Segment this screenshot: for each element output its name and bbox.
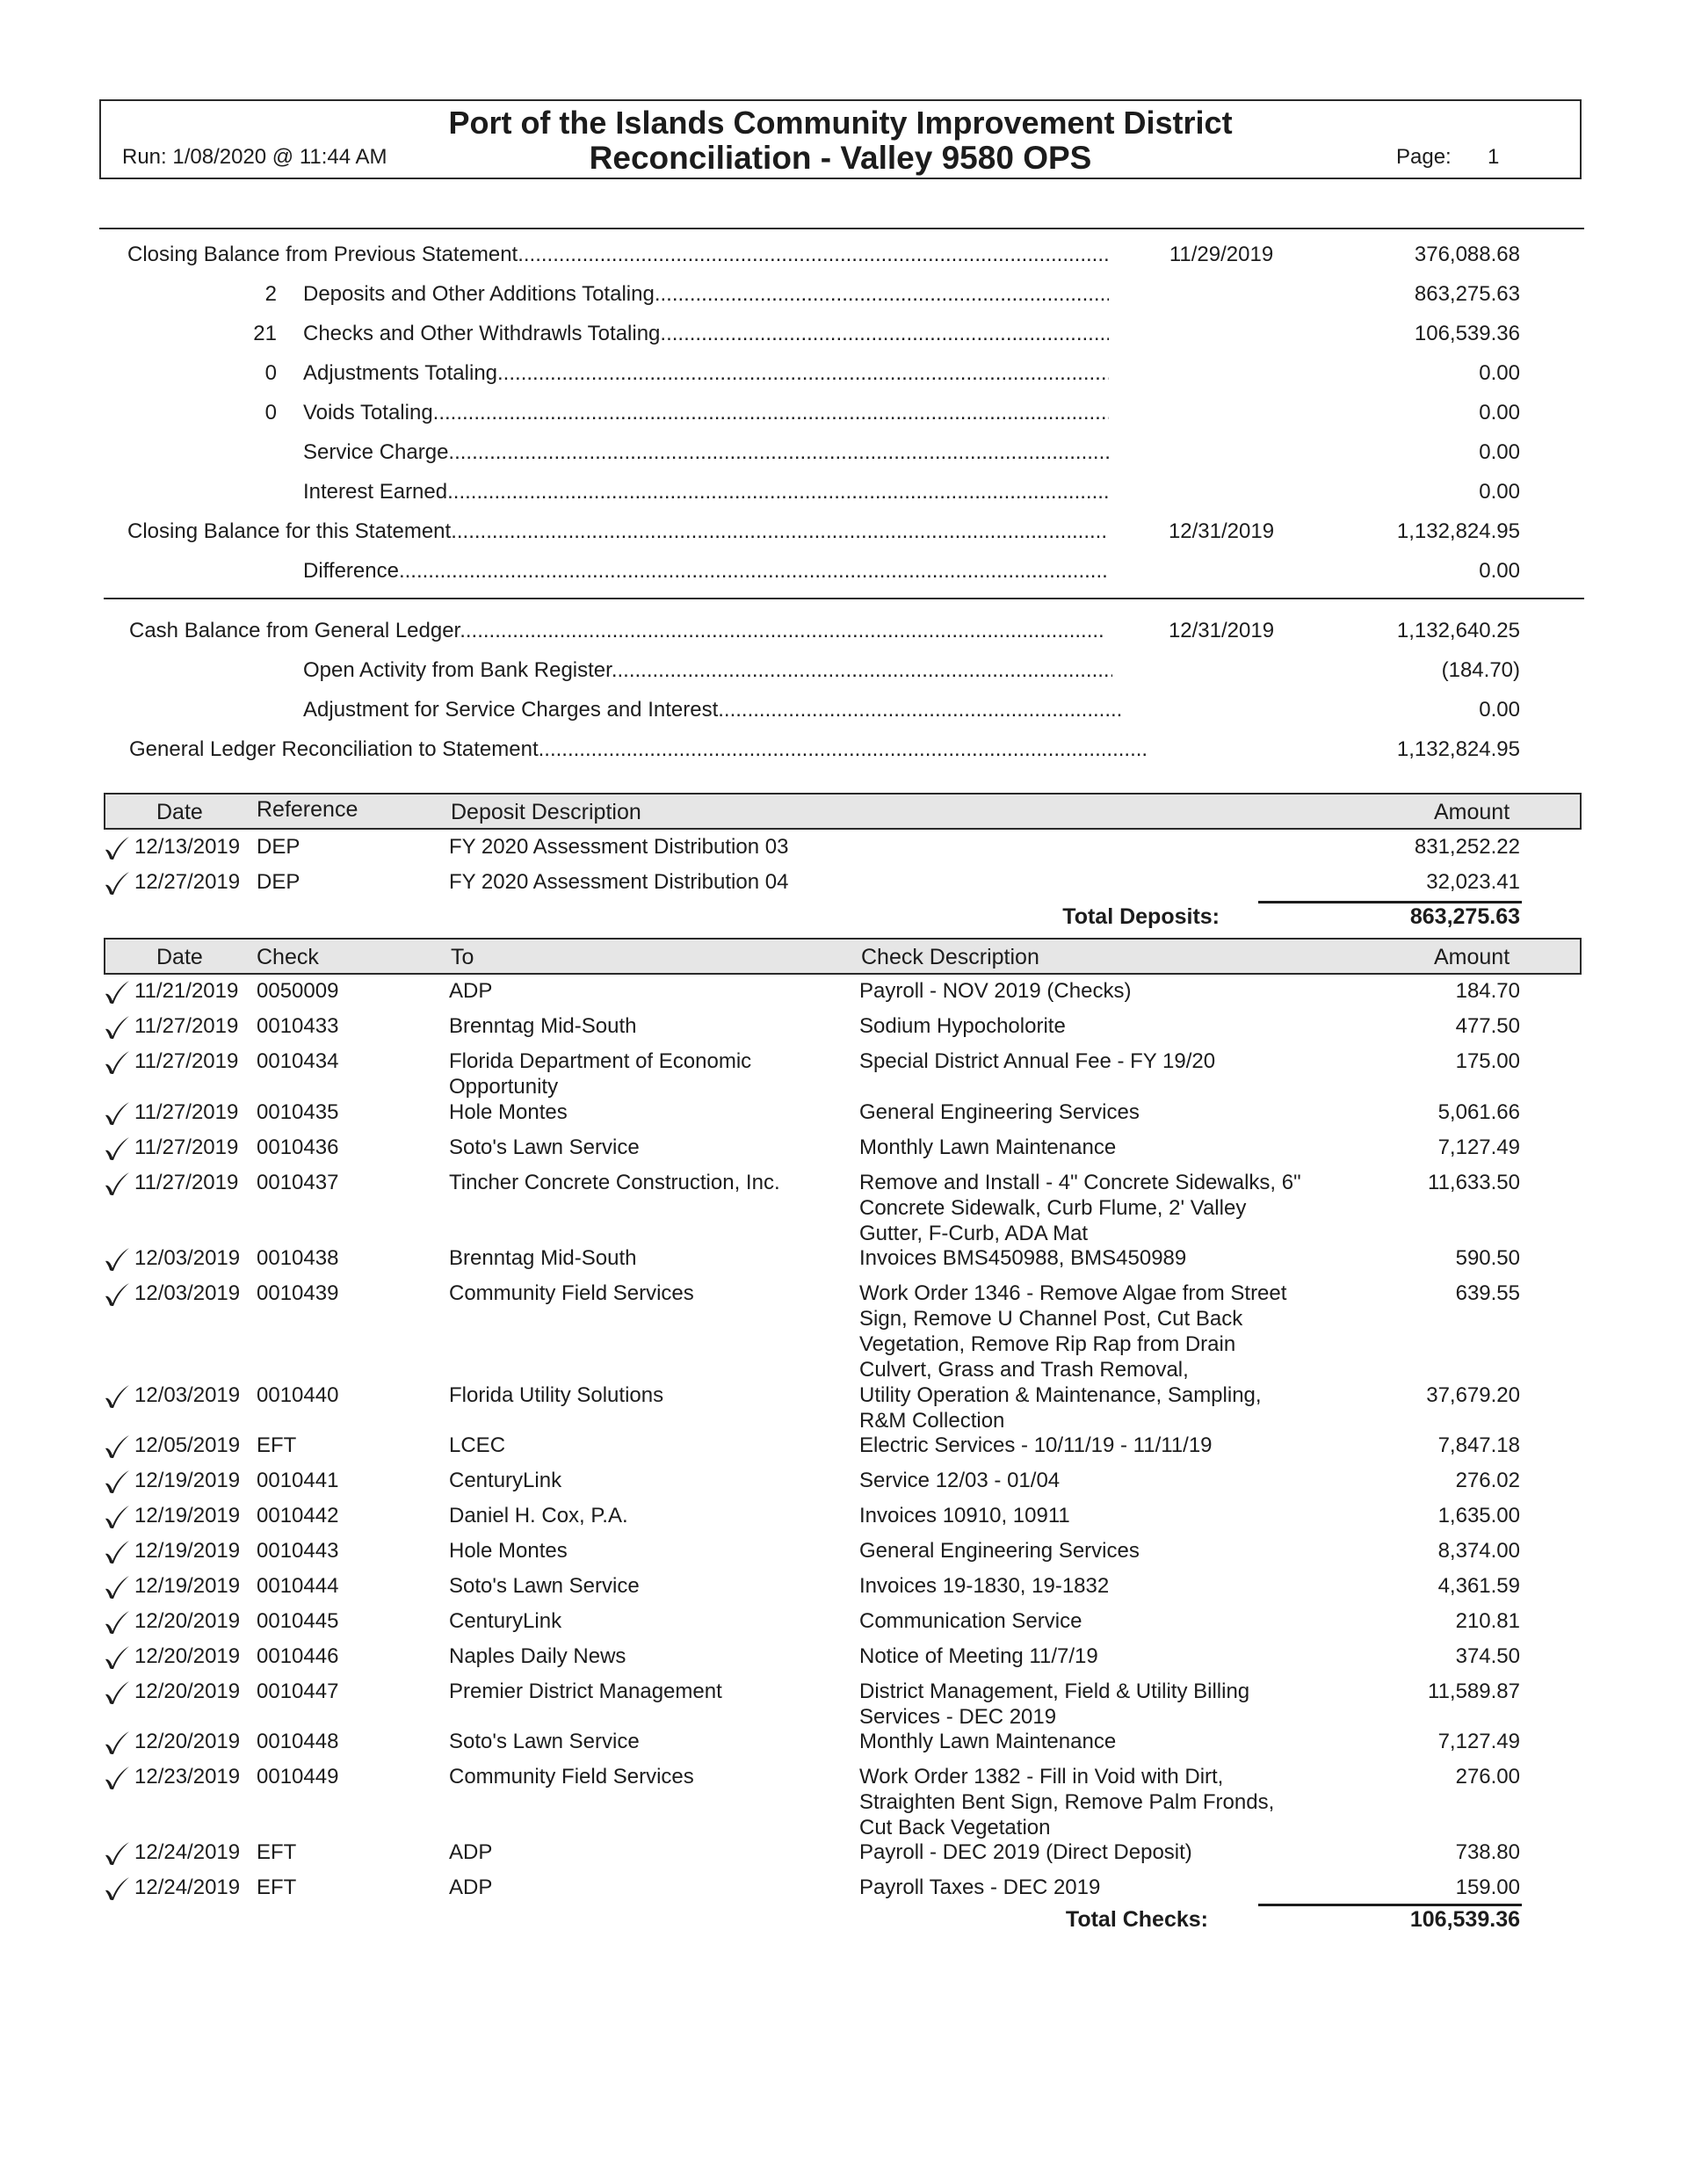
check-number: 0010440: [257, 1383, 339, 1407]
divider: [99, 228, 1584, 229]
summary-amount: 0.00: [1479, 440, 1520, 464]
check-amount: 210.81: [1455, 1609, 1520, 1633]
check-description: Work Order 1346 - Remove Algae from Street Sign, Remove U Channel Post, Cut Back Vegetation, Remove Rip Rap from Drain Culvert, Grass and Trash Removal,: [859, 1281, 1287, 1382]
divider: [104, 598, 1584, 599]
checkmark-icon: [104, 1731, 130, 1755]
check-date: 11/27/2019: [134, 1014, 239, 1038]
check-date: 11/27/2019: [134, 1136, 239, 1159]
checkmark-icon: [104, 836, 130, 860]
column-header-deposit-description: Deposit Description: [451, 800, 641, 824]
check-payee: Soto's Lawn Service: [449, 1136, 640, 1159]
check-amount: 8,374.00: [1437, 1539, 1520, 1563]
check-payee: Florida Department of Economic Opportunity: [449, 1049, 752, 1099]
check-description: Sodium Hypocholorite: [859, 1014, 1066, 1038]
check-number: 0010436: [257, 1136, 339, 1159]
checkmark-icon: [104, 1015, 130, 1040]
check-payee: Hole Montes: [449, 1100, 568, 1124]
check-number: 0010445: [257, 1609, 339, 1633]
ledger-row: [0, 737, 1687, 769]
check-amount: 590.50: [1455, 1246, 1520, 1270]
check-description: Notice of Meeting 11/7/19: [859, 1644, 1098, 1668]
checkmark-icon: [104, 1876, 130, 1901]
check-date: 12/19/2019: [134, 1469, 241, 1492]
deposit-amount: 831,252.22: [1414, 835, 1520, 859]
report-subtitle: Reconciliation - Valley 9580 OPS: [589, 140, 1092, 176]
check-date: 11/27/2019: [134, 1171, 239, 1194]
check-payee: Florida Utility Solutions: [449, 1383, 664, 1407]
check-number: 0010439: [257, 1281, 339, 1305]
check-description: Work Order 1382 - Fill in Void with Dirt, Straighten Bent Sign, Remove Palm Fronds, Cut Back Vegetation: [859, 1765, 1275, 1839]
check-number: 0010437: [257, 1171, 339, 1194]
check-number: 0010448: [257, 1730, 339, 1753]
check-number: 0010447: [257, 1680, 339, 1703]
check-date: 12/20/2019: [134, 1609, 241, 1633]
summary-label: Service Charge .....: [303, 440, 1109, 465]
summary-date: 12/31/2019: [1168, 519, 1275, 543]
checkmark-icon: [104, 980, 130, 1005]
page-label: Page:: [1396, 145, 1452, 169]
checkmark-icon: [104, 1610, 130, 1635]
check-date: 12/24/2019: [134, 1840, 241, 1864]
check-date: 12/03/2019: [134, 1383, 241, 1407]
check-description: Special District Annual Fee - FY 19/20: [859, 1049, 1216, 1073]
total-underline: [1258, 1904, 1522, 1906]
summary-row: [0, 282, 1687, 314]
checkmark-icon: [104, 1505, 130, 1529]
check-description: Monthly Lawn Maintenance: [859, 1136, 1117, 1159]
ledger-label: Open Activity from Bank Register .....: [303, 658, 1112, 683]
check-description: Invoices 19-1830, 19-1832: [859, 1574, 1110, 1598]
check-payee: Tincher Concrete Construction, Inc.: [449, 1171, 780, 1194]
check-amount: 276.00: [1455, 1765, 1520, 1789]
check-payee: Soto's Lawn Service: [449, 1730, 640, 1753]
check-description: Payroll - NOV 2019 (Checks): [859, 979, 1132, 1003]
check-number: 0010435: [257, 1100, 339, 1124]
summary-amount: 376,088.68: [1414, 243, 1520, 266]
summary-amount: 0.00: [1479, 361, 1520, 385]
check-amount: 7,127.49: [1437, 1136, 1520, 1159]
check-number: 0010449: [257, 1765, 339, 1789]
check-description: Payroll Taxes - DEC 2019: [859, 1876, 1101, 1899]
column-header-date: Date: [156, 800, 203, 824]
column-header-amount: Amount: [1434, 800, 1510, 824]
total-deposits-label: Total Deposits:: [1062, 904, 1220, 929]
check-description: Invoices BMS450988, BMS450989: [859, 1246, 1187, 1270]
check-description: District Management, Field & Utility Billing Services - DEC 2019: [859, 1680, 1250, 1729]
check-amount: 374.50: [1455, 1644, 1520, 1668]
ledger-amount: 1,132,824.95: [1396, 737, 1520, 761]
check-date: 12/03/2019: [134, 1246, 241, 1270]
ledger-label: Cash Balance from General Ledger .....: [129, 619, 1104, 643]
check-date: 12/20/2019: [134, 1680, 241, 1703]
check-date: 11/21/2019: [134, 979, 239, 1003]
deposit-date: 12/13/2019: [134, 835, 241, 859]
check-payee: CenturyLink: [449, 1469, 562, 1492]
check-date: 12/23/2019: [134, 1765, 241, 1789]
check-date: 12/03/2019: [134, 1281, 241, 1305]
check-amount: 738.80: [1455, 1840, 1520, 1864]
summary-label: Voids Totaling .....: [303, 401, 1109, 425]
checks-table-header: [104, 938, 1582, 975]
check-date: 11/27/2019: [134, 1049, 239, 1073]
total-checks-label: Total Checks:: [1065, 1907, 1208, 1932]
column-header-check: Check: [257, 945, 319, 969]
column-header-date: Date: [156, 945, 203, 969]
ledger-date: 12/31/2019: [1168, 619, 1275, 642]
check-payee: Brenntag Mid-South: [449, 1014, 637, 1038]
check-number: 0010443: [257, 1539, 339, 1563]
check-date: 12/20/2019: [134, 1730, 241, 1753]
check-number: 0010438: [257, 1246, 339, 1270]
summary-label: Deposits and Other Additions Totaling .....: [303, 282, 1109, 307]
check-payee: ADP: [449, 1876, 493, 1899]
summary-count: 2: [264, 282, 277, 306]
deposit-description: FY 2020 Assessment Distribution 04: [449, 870, 789, 894]
page-number: 1: [1488, 145, 1500, 169]
deposit-description: FY 2020 Assessment Distribution 03: [449, 835, 789, 859]
check-amount: 4,361.59: [1437, 1574, 1520, 1598]
check-number: 0010433: [257, 1014, 339, 1038]
checkmark-icon: [104, 1680, 130, 1705]
check-payee: Naples Daily News: [449, 1644, 626, 1668]
total-underline: [1258, 901, 1522, 903]
summary-row: [0, 519, 1687, 551]
summary-row: [0, 440, 1687, 472]
report-title: Port of the Islands Community Improvement District: [448, 105, 1233, 141]
check-amount: 37,679.20: [1426, 1383, 1520, 1407]
check-amount: 11,633.50: [1428, 1171, 1520, 1194]
check-payee: CenturyLink: [449, 1609, 562, 1633]
check-date: 12/19/2019: [134, 1574, 241, 1598]
check-description: Remove and Install - 4" Concrete Sidewalks, 6" Concrete Sidewalk, Curb Flume, 2' Valley Gutter, F-Curb, ADA Mat: [859, 1171, 1301, 1245]
check-payee: Premier District Management: [449, 1680, 722, 1703]
checkmark-icon: [104, 1434, 130, 1459]
check-number: EFT: [257, 1876, 297, 1899]
summary-row: [0, 361, 1687, 393]
checkmark-icon: [104, 1384, 130, 1409]
summary-count: 0: [264, 401, 277, 424]
checkmark-icon: [104, 871, 130, 896]
summary-row: [0, 322, 1687, 353]
ledger-row: [0, 619, 1687, 650]
summary-row: [0, 559, 1687, 591]
summary-amount: 0.00: [1479, 559, 1520, 583]
check-date: 12/19/2019: [134, 1504, 241, 1527]
summary-row: [0, 401, 1687, 432]
ledger-amount: (184.70): [1441, 658, 1520, 682]
check-description: Payroll - DEC 2019 (Direct Deposit): [859, 1840, 1192, 1864]
check-payee: Hole Montes: [449, 1539, 568, 1563]
checkmark-icon: [104, 1282, 130, 1307]
deposit-amount: 32,023.41: [1426, 870, 1520, 894]
checkmark-icon: [104, 1766, 130, 1790]
summary-amount: 0.00: [1479, 401, 1520, 424]
check-amount: 7,127.49: [1437, 1730, 1520, 1753]
check-payee: Daniel H. Cox, P.A.: [449, 1504, 628, 1527]
summary-count: 21: [253, 322, 277, 345]
check-payee: LCEC: [449, 1433, 506, 1457]
summary-row: [0, 480, 1687, 512]
summary-amount: 0.00: [1479, 480, 1520, 504]
check-number: 0010441: [257, 1469, 339, 1492]
summary-label: Closing Balance for this Statement .....: [127, 519, 1109, 544]
check-description: Service 12/03 - 01/04: [859, 1469, 1061, 1492]
checkmark-icon: [104, 1247, 130, 1272]
check-description: General Engineering Services: [859, 1100, 1140, 1124]
check-amount: 477.50: [1455, 1014, 1520, 1038]
summary-amount: 863,275.63: [1414, 282, 1520, 306]
check-number: 0050009: [257, 979, 339, 1003]
check-amount: 159.00: [1455, 1876, 1520, 1899]
summary-label: Checks and Other Withdrawls Totaling .....: [303, 322, 1109, 346]
check-description: Electric Services - 10/11/19 - 11/11/19: [859, 1433, 1213, 1457]
check-date: 12/24/2019: [134, 1876, 241, 1899]
checkmark-icon: [104, 1172, 130, 1196]
check-number: 0010434: [257, 1049, 339, 1073]
summary-date: 11/29/2019: [1169, 243, 1274, 266]
check-description: Utility Operation & Maintenance, Sampling, R&M Collection: [859, 1383, 1262, 1433]
summary-count: 0: [264, 361, 277, 385]
total-deposits-amount: 863,275.63: [1409, 904, 1520, 929]
checkmark-icon: [104, 1540, 130, 1564]
check-amount: 7,847.18: [1437, 1433, 1520, 1457]
ledger-amount: 1,132,640.25: [1396, 619, 1520, 642]
column-header-amount: Amount: [1434, 945, 1510, 969]
summary-amount: 106,539.36: [1414, 322, 1520, 345]
check-payee: Community Field Services: [449, 1281, 694, 1305]
column-header-check-description: Check Description: [861, 945, 1039, 969]
check-date: 12/05/2019: [134, 1433, 241, 1457]
check-payee: ADP: [449, 1840, 493, 1864]
ledger-amount: 0.00: [1479, 698, 1520, 722]
checkmark-icon: [104, 1101, 130, 1126]
check-amount: 184.70: [1455, 979, 1520, 1003]
report-header: [99, 99, 1582, 179]
checkmark-icon: [104, 1575, 130, 1600]
checkmark-icon: [104, 1136, 130, 1161]
summary-label: Difference .....: [303, 559, 1109, 584]
check-amount: 639.55: [1455, 1281, 1520, 1305]
summary-label: Closing Balance from Previous Statement .....: [127, 243, 1109, 267]
column-header-to: To: [451, 945, 474, 969]
total-checks-amount: 106,539.36: [1409, 1907, 1520, 1932]
check-number: 0010446: [257, 1644, 339, 1668]
check-description: Invoices 10910, 10911: [859, 1504, 1070, 1527]
check-amount: 276.02: [1455, 1469, 1520, 1492]
check-number: EFT: [257, 1433, 297, 1457]
check-description: Monthly Lawn Maintenance: [859, 1730, 1117, 1753]
summary-row: [0, 243, 1687, 274]
check-payee: Brenntag Mid-South: [449, 1246, 637, 1270]
column-header-reference: Reference: [257, 797, 358, 822]
check-date: 12/19/2019: [134, 1539, 241, 1563]
check-description: Communication Service: [859, 1609, 1082, 1633]
deposit-reference: DEP: [257, 835, 300, 859]
summary-amount: 1,132,824.95: [1396, 519, 1520, 543]
checkmark-icon: [104, 1841, 130, 1866]
check-payee: Soto's Lawn Service: [449, 1574, 640, 1598]
check-date: 12/20/2019: [134, 1644, 241, 1668]
check-number: EFT: [257, 1840, 297, 1864]
run-timestamp: Run: 1/08/2020 @ 11:44 AM: [122, 145, 387, 169]
check-date: 11/27/2019: [134, 1100, 239, 1124]
checkmark-icon: [104, 1645, 130, 1670]
deposits-table-header: [104, 793, 1582, 830]
summary-label: Interest Earned .....: [303, 480, 1109, 504]
check-number: 0010444: [257, 1574, 339, 1598]
ledger-label: Adjustment for Service Charges and Interest .....: [303, 698, 1121, 722]
ledger-label: General Ledger Reconciliation to Statement .....: [129, 737, 1148, 762]
check-amount: 5,061.66: [1437, 1100, 1520, 1124]
check-amount: 175.00: [1455, 1049, 1520, 1073]
deposit-reference: DEP: [257, 870, 300, 894]
checkmark-icon: [104, 1050, 130, 1075]
check-description: General Engineering Services: [859, 1539, 1140, 1563]
check-payee: Community Field Services: [449, 1765, 694, 1789]
checkmark-icon: [104, 1469, 130, 1494]
check-payee: ADP: [449, 979, 493, 1003]
summary-label: Adjustments Totaling .....: [303, 361, 1109, 386]
check-amount: 1,635.00: [1437, 1504, 1520, 1527]
check-amount: 11,589.87: [1428, 1680, 1520, 1703]
ledger-row: [0, 698, 1687, 729]
check-number: 0010442: [257, 1504, 339, 1527]
ledger-row: [0, 658, 1687, 690]
deposit-date: 12/27/2019: [134, 870, 241, 894]
